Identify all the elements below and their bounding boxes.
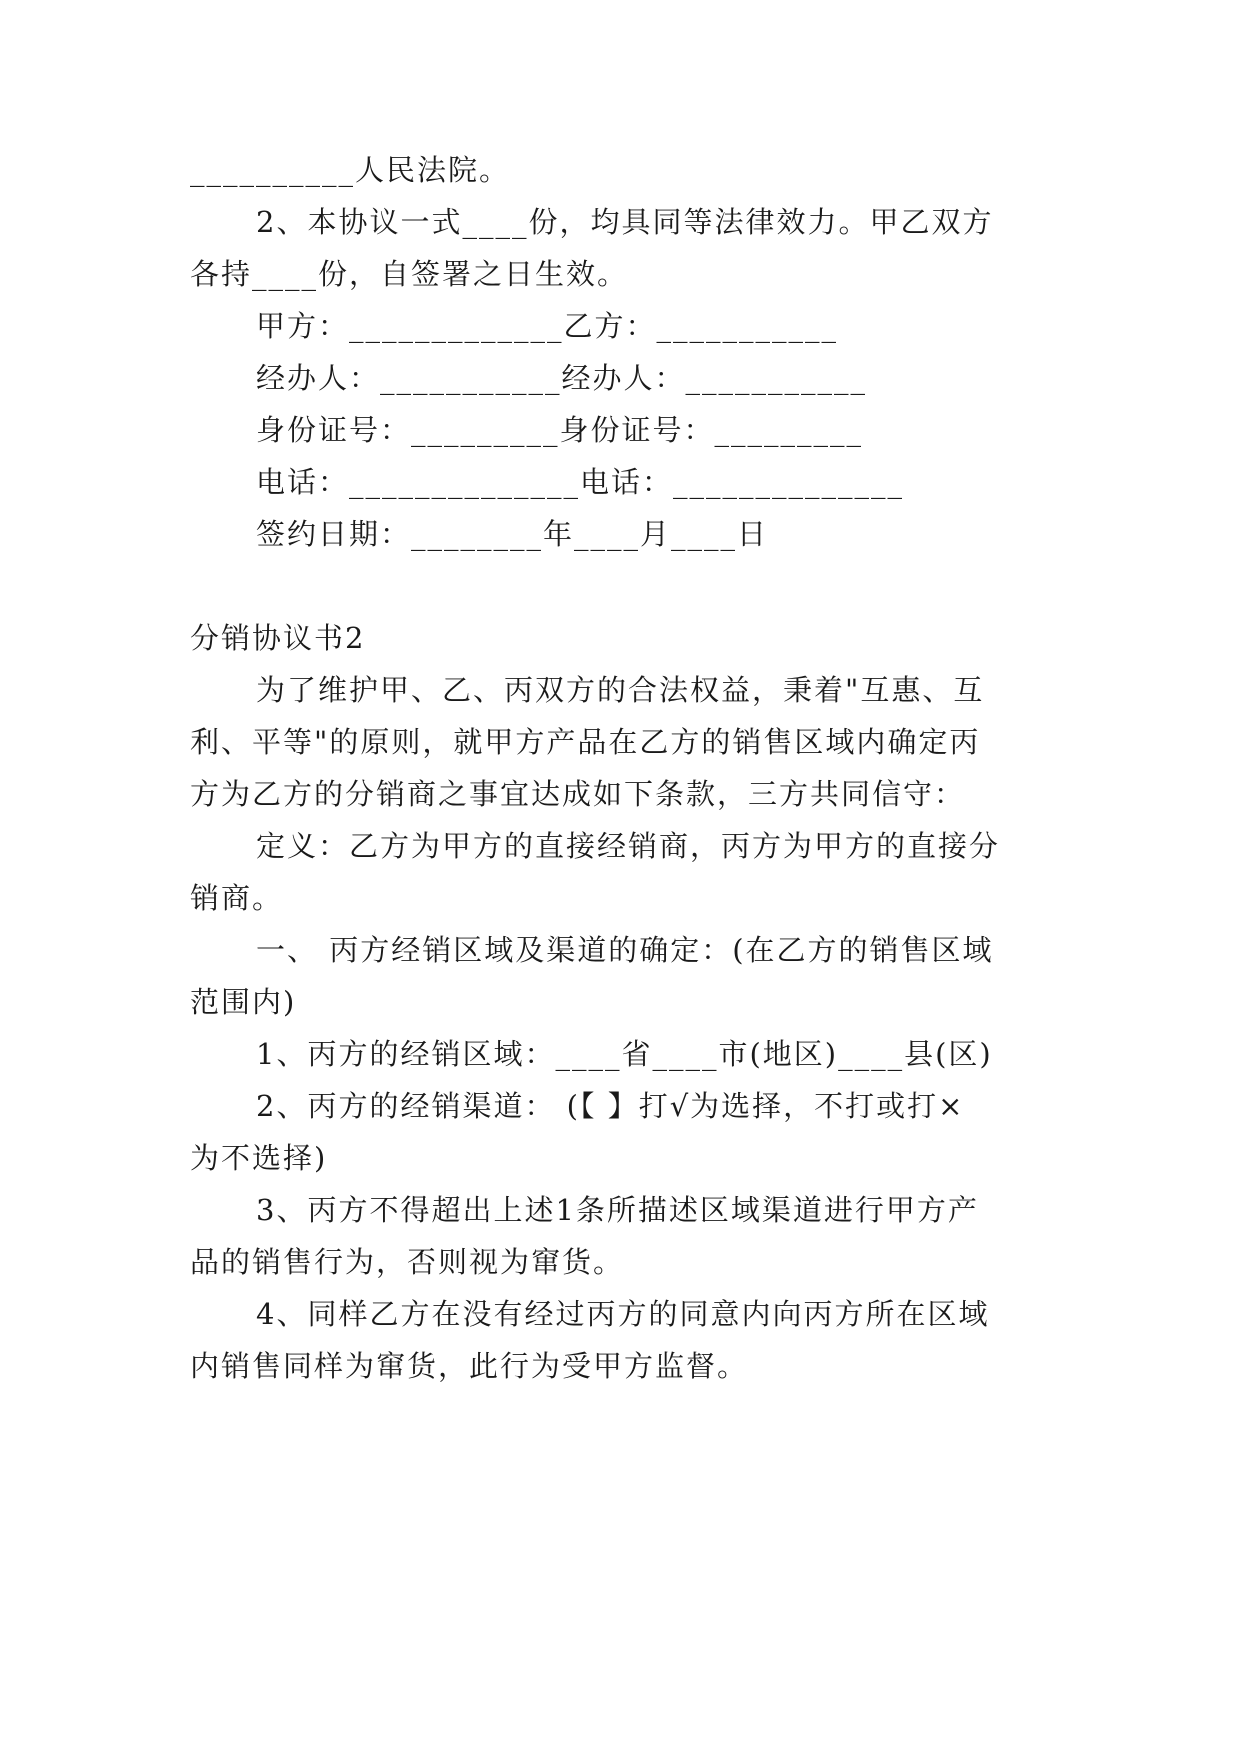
clause-2-line-2: 各持____份，自签署之日生效。 <box>190 257 629 291</box>
item-3-line-1: 3、丙方不得超出上述1条所描述区域渠道进行甲方产 <box>256 1193 979 1227</box>
item-4-line-1: 4、同样乙方在没有经过丙方的同意内向丙方所在区域 <box>256 1297 990 1331</box>
signature-party-line: 甲方：_____________乙方：___________ <box>256 309 839 343</box>
clause-2-line-1: 2、本协议一式____份，均具同等法律效力。甲乙双方 <box>256 205 994 239</box>
definition-line-1: 定义：乙方为甲方的直接经销商，丙方为甲方的直接分 <box>256 829 1001 863</box>
signature-id-line: 身份证号：_________身份证号：_________ <box>256 413 864 447</box>
signature-phone-line: 电话：______________电话：______________ <box>256 465 905 499</box>
item-1-line: 1、丙方的经销区域：____省____市(地区)____县(区) <box>256 1037 993 1071</box>
item-4-line-2: 内销售同样为窜货，此行为受甲方监督。 <box>190 1349 749 1383</box>
item-2-line-2: 为不选择) <box>190 1141 328 1175</box>
part-1-heading-line-2: 范围内) <box>190 985 297 1019</box>
part-1-heading-line-1: 一、 丙方经销区域及渠道的确定：(在乙方的销售区域 <box>256 933 994 967</box>
signature-agent-line: 经办人：___________经办人：___________ <box>256 361 868 395</box>
intro-line-1: 为了维护甲、乙、丙双方的合法权益，秉着"互惠、互 <box>256 673 985 707</box>
intro-line-3: 方为乙方的分销商之事宜达成如下条款，三方共同信守： <box>190 777 966 811</box>
intro-line-2: 利、平等"的原则，就甲方产品在乙方的销售区域内确定丙 <box>190 725 981 759</box>
item-2-line-1: 2、丙方的经销渠道： (【 】打√为选择，不打或打× <box>256 1089 965 1123</box>
court-line: __________人民法院。 <box>190 153 511 187</box>
item-3-line-2: 品的销售行为，否则视为窜货。 <box>190 1245 625 1279</box>
section-title: 分销协议书2 <box>190 621 366 655</box>
signature-date-line: 签约日期：________年____月____日 <box>256 517 769 551</box>
definition-line-2: 销商。 <box>190 881 284 915</box>
